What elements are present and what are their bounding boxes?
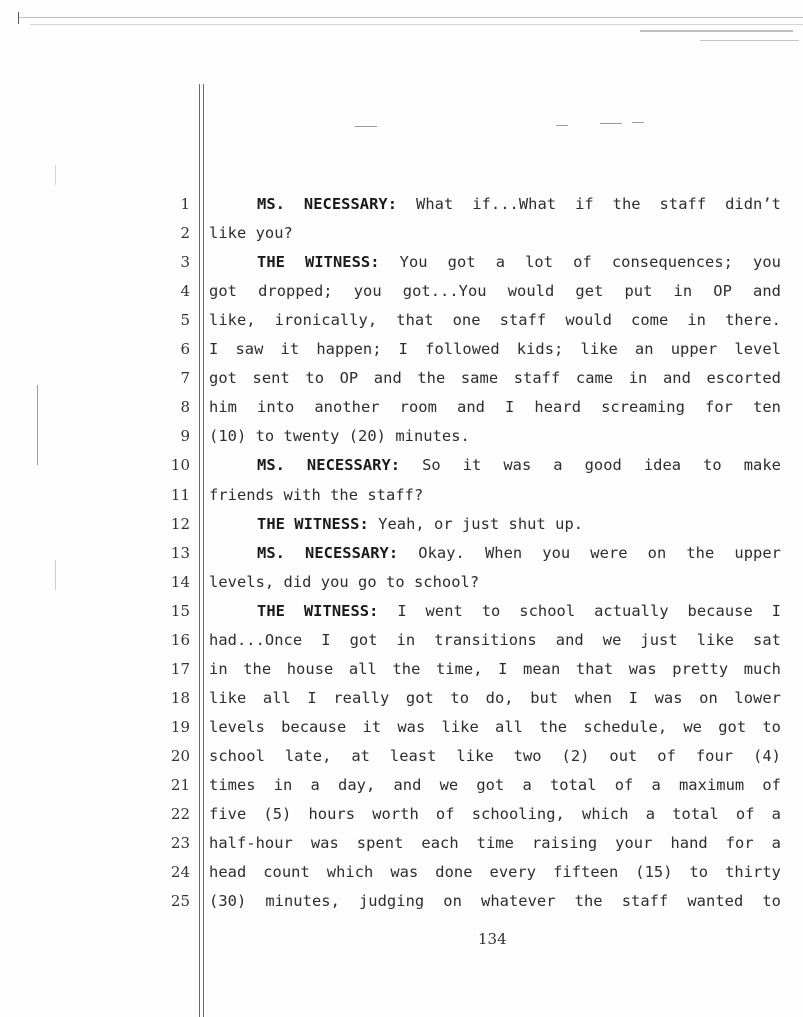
scan-mark [632, 122, 644, 123]
transcript-line [209, 486, 781, 504]
scan-mark [556, 125, 568, 126]
line-number: 8 [180, 398, 190, 417]
line-text: five (5) hours worth of schooling, which a total of a [209, 805, 781, 824]
transcript-line [209, 863, 781, 881]
scan-mark [355, 126, 377, 127]
line-number: 24 [170, 863, 190, 882]
line-number: 13 [170, 543, 190, 562]
transcript-line [209, 311, 781, 329]
transcript-line [209, 631, 781, 649]
scan-mark [55, 165, 56, 185]
transcript-line [209, 747, 781, 765]
speaker-label: MS. NECESSARY: [257, 195, 398, 213]
transcript-line [209, 544, 781, 562]
line-text: So it was a good idea to make [422, 456, 781, 475]
line-number: 21 [170, 776, 190, 794]
speaker-label: THE WITNESS: [257, 601, 379, 620]
line-text: friends with the staff? [209, 485, 424, 504]
transcript-line [209, 340, 781, 358]
line-number: 12 [170, 514, 190, 533]
line-number: 6 [180, 340, 190, 359]
line-text: You got a lot of consequences; you [399, 253, 781, 272]
scan-rule [30, 24, 803, 25]
line-number: 4 [180, 282, 190, 301]
transcript-line [209, 834, 781, 852]
line-text: I saw it happen; I followed kids; like an upper level [209, 340, 781, 359]
line-text: Yeah, or just shut up. [378, 514, 584, 533]
transcript-line [209, 224, 781, 242]
scan-mark [18, 12, 19, 24]
line-number: 1 [180, 195, 190, 213]
transcript-line [209, 282, 781, 300]
line-text: got sent to OP and the same staff came in and escorted [209, 369, 781, 388]
line-number: 16 [170, 630, 190, 649]
page-number: 134 [478, 930, 507, 948]
line-number: 18 [170, 688, 190, 707]
line-text: What if...What if the staff didn’t [416, 195, 781, 213]
line-number: 20 [170, 746, 190, 765]
line-number: 14 [170, 572, 190, 591]
scan-rule [700, 40, 799, 41]
speaker-label: MS. NECESSARY: [257, 543, 399, 562]
line-text: (10) to twenty (20) minutes. [209, 427, 470, 446]
line-text: levels because it was like all the schedule, we got to [209, 717, 781, 736]
line-number: 17 [170, 659, 190, 678]
left-margin-rule [203, 84, 204, 1017]
transcript-line [209, 776, 781, 794]
line-number: 25 [170, 892, 190, 911]
transcript-line [209, 892, 781, 910]
transcript-line [209, 689, 781, 707]
line-text: had...Once I got in transitions and we just like sat [209, 630, 781, 649]
transcript-line [209, 805, 781, 823]
scan-mark [55, 560, 56, 590]
transcript-line [209, 369, 781, 387]
line-number: 22 [170, 805, 190, 824]
line-number: 3 [180, 253, 190, 272]
line-text: like, ironically, that one staff would come in there. [209, 311, 781, 330]
line-number: 5 [180, 311, 190, 330]
transcript-line [209, 253, 781, 271]
line-text: school late, at least like two (2) out of four (4) [209, 746, 781, 765]
line-number: 10 [170, 456, 190, 475]
line-text: levels, did you go to school? [209, 572, 480, 591]
line-number: 19 [170, 717, 190, 736]
transcript-line [209, 660, 781, 678]
left-margin-rule [199, 84, 200, 1017]
transcript-line [209, 718, 781, 736]
scan-mark [37, 385, 38, 465]
line-number: 7 [180, 369, 190, 388]
transcript-line [209, 602, 781, 620]
line-text: (30) minutes, judging on whatever the staff wanted to [209, 892, 781, 911]
line-text: I went to school actually because I [397, 601, 781, 620]
speaker-label: MS. NECESSARY: [257, 456, 401, 475]
line-text: him into another room and I heard screaming for ten [209, 398, 781, 417]
transcript-line [209, 573, 781, 591]
transcript-line [209, 398, 781, 416]
speaker-label: THE WITNESS: [257, 514, 369, 533]
line-text: times in a day, and we got a total of a maximum of [209, 776, 781, 794]
transcript-line [209, 195, 781, 213]
transcript-line [209, 427, 781, 445]
speaker-label: THE WITNESS: [257, 253, 380, 272]
line-number: 11 [170, 485, 190, 504]
scan-rule [640, 30, 793, 32]
line-number: 2 [180, 224, 190, 243]
scan-rule [18, 17, 803, 18]
line-text: in the house all the time, I mean that was pretty much [209, 659, 781, 678]
line-text: head count which was done every fifteen (15) to thirty [209, 863, 781, 882]
transcript-line [209, 515, 781, 533]
line-text: got dropped; you got...You would get put in OP and [209, 282, 781, 301]
line-text: Okay. When you were on the upper [418, 543, 781, 562]
line-number: 15 [170, 601, 190, 620]
line-number: 23 [170, 834, 190, 853]
line-text: like all I really got to do, but when I was on lower [209, 688, 781, 707]
scan-mark [600, 123, 622, 124]
line-text: like you? [209, 224, 293, 243]
line-text: half-hour was spent each time raising your hand for a [209, 834, 781, 853]
line-number: 9 [180, 427, 190, 446]
transcript-line [209, 456, 781, 474]
